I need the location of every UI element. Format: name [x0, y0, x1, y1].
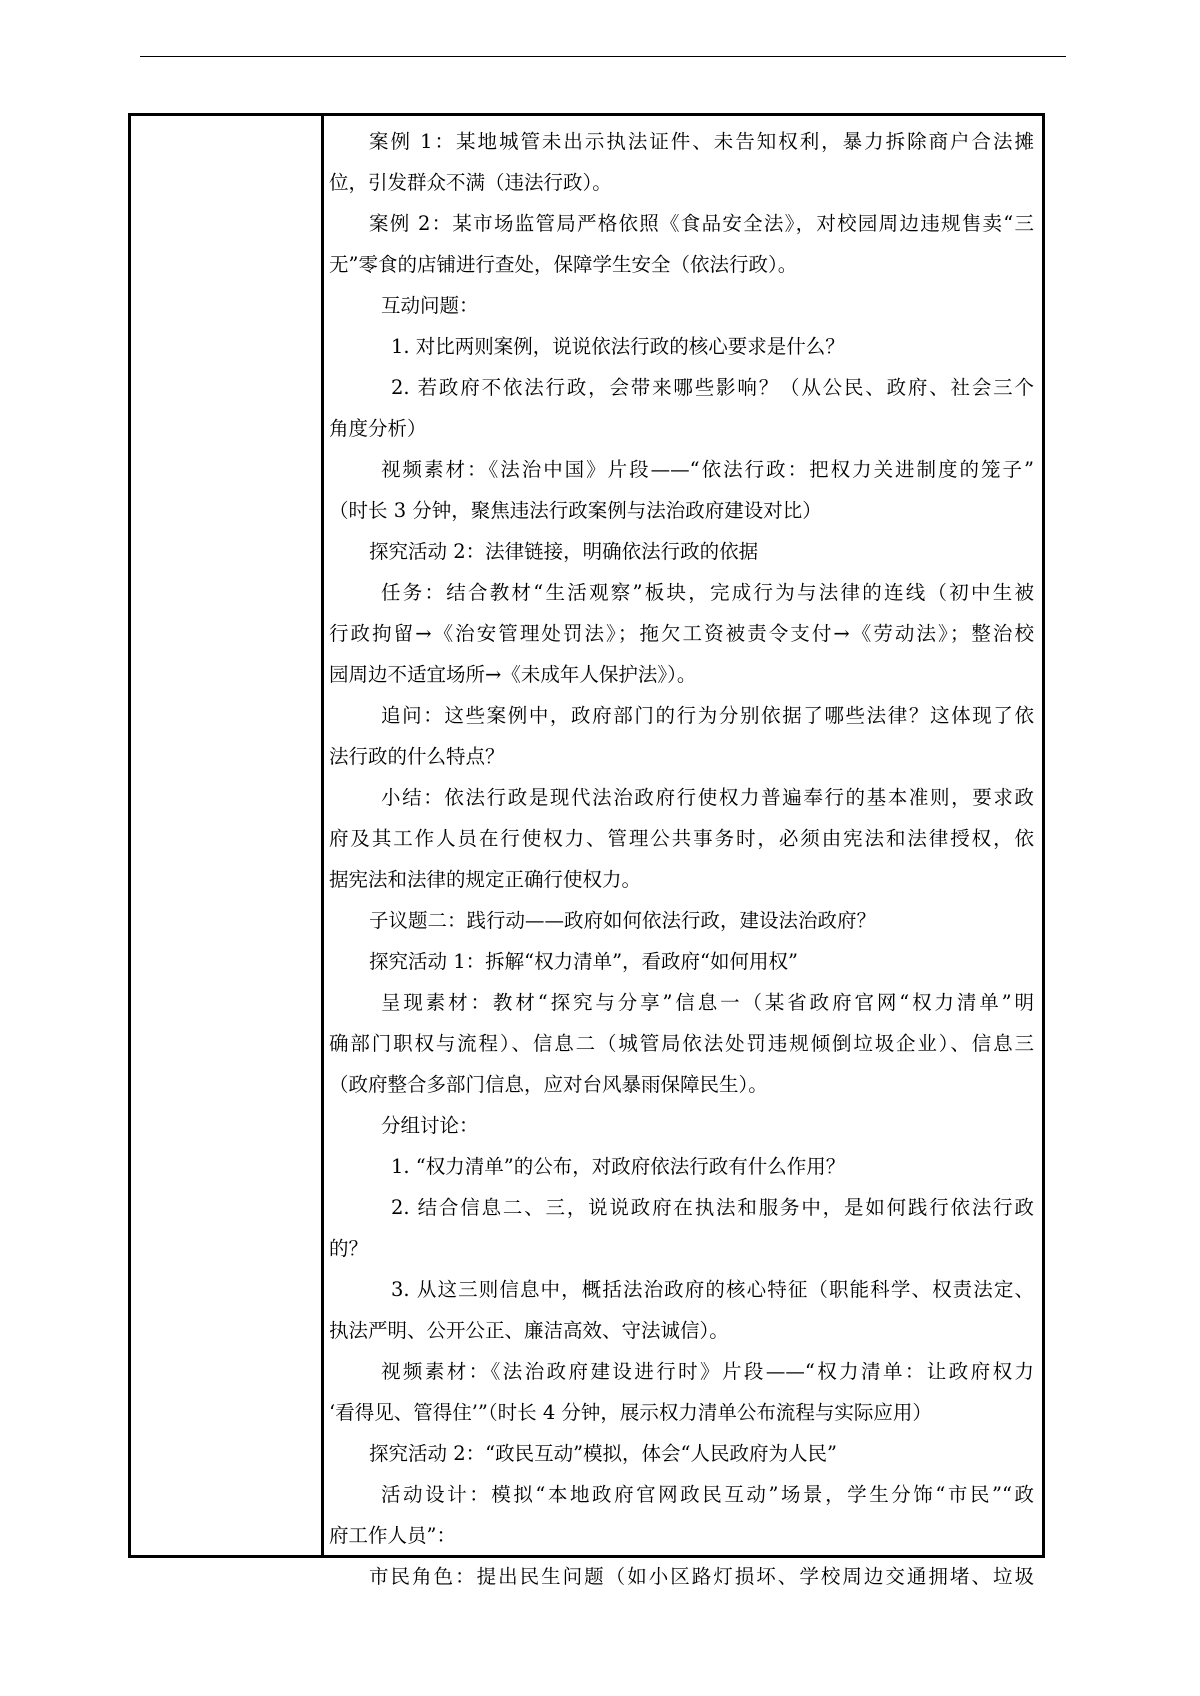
- text-line: 确部门职权与流程）、信息二（城管局依法处罚违规倾倒垃圾企业）、信息三: [329, 1032, 1034, 1055]
- text-line: 分组讨论：: [381, 1114, 479, 1137]
- text-line: 追问：这些案例中，政府部门的行为分别依据了哪些法律？这体现了依: [381, 704, 1034, 727]
- text-line: 角度分析）: [329, 417, 427, 440]
- list-item: 2. 结合信息二、三，说说政府在执法和服务中，是如何践行依法行政: [391, 1196, 1034, 1219]
- list-item: 1. “权力清单”的公布，对政府依法行政有什么作用？: [391, 1155, 846, 1178]
- lesson-table: [128, 113, 1045, 1588]
- text-line: 视频素材：《法治中国》片段——“依法行政：把权力关进制度的笼子”: [381, 458, 1034, 481]
- text-line: ‘看得见、管得住’”（时长 4 分钟，展示权力清单公布流程与实际应用）: [329, 1401, 932, 1424]
- text-line: 视频素材：《法治政府建设进行时》片段——“权力清单：让政府权力: [381, 1360, 1034, 1383]
- text-line: 小结：依法行政是现代法治政府行使权力普遍奉行的基本准则，要求政: [381, 786, 1034, 809]
- lesson-content-cell: [329, 116, 1034, 1588]
- left-column-cell: [131, 116, 321, 1555]
- list-item: 2. 若政府不依法行政，会带来哪些影响？（从公民、政府、社会三个: [391, 376, 1034, 399]
- text-line: 无”零食的店铺进行查处，保障学生安全（依法行政）。: [329, 253, 798, 276]
- text-line: 案例 1：某地城管未出示执法证件、未告知权利，暴力拆除商户合法摊: [369, 130, 1034, 153]
- text-line: 执法严明、公开公正、廉洁高效、守法诚信）。: [329, 1319, 729, 1342]
- text-line: 据宪法和法律的规定正确行使权力。: [329, 868, 642, 891]
- header-rule: [140, 56, 1066, 57]
- section-heading: 子议题二：践行动——政府如何依法行政，建设法治政府？: [369, 909, 877, 932]
- column-divider: [321, 116, 324, 1555]
- text-line: 行政拘留→《治安管理处罚法》；拖欠工资被责令支付→《劳动法》；整治校: [329, 622, 1034, 645]
- text-line: 府及其工作人员在行使权力、管理公共事务时，必须由宪法和法律授权，依: [329, 827, 1034, 850]
- text-line: 市民角色：提出民生问题（如小区路灯损坏、学校周边交通拥堵、垃圾: [369, 1565, 1034, 1588]
- list-item: 1. 对比两则案例，说说依法行政的核心要求是什么？: [391, 335, 845, 358]
- text-line: 任务：结合教材“生活观察”板块，完成行为与法律的连线（初中生被: [381, 581, 1034, 604]
- text-line: 探究活动 2：“政民互动”模拟，体会“人民政府为人民”: [369, 1442, 837, 1465]
- text-line: （政府整合多部门信息，应对台风暴雨保障民生）。: [329, 1073, 768, 1096]
- text-line: 位，引发群众不满（违法行政）。: [329, 171, 612, 194]
- text-line: 的？: [329, 1237, 369, 1260]
- text-line: 探究活动 2：法律链接，明确依法行政的依据: [369, 540, 759, 563]
- list-item: 3. 从这三则信息中，概括法治政府的核心特征（职能科学、权责法定、: [391, 1278, 1034, 1301]
- text-line: 园周边不适宜场所→《未成年人保护法》）。: [329, 663, 697, 686]
- text-line: 法行政的什么特点？: [329, 745, 505, 768]
- text-line: 案例 2：某市场监管局严格依照《食品安全法》，对校园周边违规售卖“三: [369, 212, 1034, 235]
- text-line: 府工作人员”：: [329, 1524, 456, 1547]
- text-line: （时长 3 分钟，聚焦违法行政案例与法治政府建设对比）: [329, 499, 822, 522]
- text-line: 活动设计：模拟“本地政府官网政民互动”场景，学生分饰“市民”“政: [381, 1483, 1034, 1506]
- text-line: 互动问题：: [381, 294, 479, 317]
- text-line: 探究活动 1：拆解“权力清单”，看政府“如何用权”: [369, 950, 798, 973]
- text-line: 呈现素材：教材“探究与分享”信息一（某省政府官网“权力清单”明: [381, 991, 1034, 1014]
